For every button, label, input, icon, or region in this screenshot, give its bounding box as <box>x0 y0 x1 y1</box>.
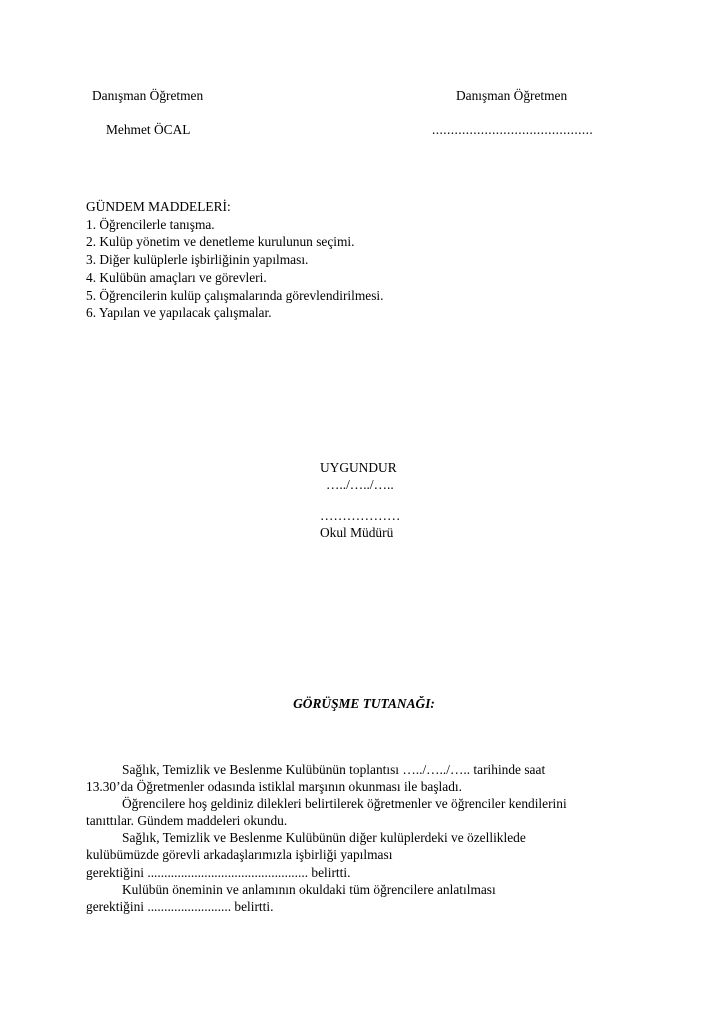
left-advisor-title: Danışman Öğretmen <box>92 88 204 103</box>
approval-date: …../…../….. <box>326 477 394 492</box>
minutes-line: gerektiğini ................................................ belirtti. <box>86 864 351 880</box>
minutes-line: Sağlık, Temizlik ve Beslenme Kulübünün diğer kulüplerdeki ve özelliklede <box>122 830 526 846</box>
right-advisor-name-placeholder: ........................................... <box>432 122 594 137</box>
principal-role: Okul Müdürü <box>320 525 394 540</box>
right-advisor-title: Danışman Öğretmen <box>456 88 568 103</box>
left-advisor-name: Mehmet ÖCAL <box>106 122 191 137</box>
minutes-body <box>86 761 646 915</box>
minutes-title: GÖRÜŞME TUTANAĞI: <box>293 696 435 711</box>
minutes-line: Kulübün öneminin ve anlamının okuldaki tüm öğrencilere anlatılması <box>122 881 496 897</box>
agenda-heading: GÜNDEM MADDELERİ: <box>86 199 231 214</box>
minutes-line: gerektiğini ......................... belirtti. <box>86 898 274 914</box>
agenda-item: 1. Öğrencilerle tanışma. <box>86 216 215 232</box>
principal-signature-line: ……………… <box>320 508 401 523</box>
minutes-line: 13.30’da Öğretmenler odasında istiklal marşının okunması ile başladı. <box>86 779 462 795</box>
agenda-item: 4. Kulübün amaçları ve görevleri. <box>86 269 267 285</box>
minutes-line: Sağlık, Temizlik ve Beslenme Kulübünün toplantısı …../…../….. tarihinde saat <box>122 762 546 777</box>
minutes-line: kulübümüzde görevli arkadaşlarımızla işbirliği yapılması <box>86 847 393 863</box>
agenda-item: 3. Diğer kulüplerle işbirliğinin yapılması. <box>86 252 309 268</box>
agenda-section <box>86 198 383 322</box>
agenda-item: 2. Kulüp yönetim ve denetleme kurulunun seçimi. <box>86 234 355 250</box>
agenda-item: 6. Yapılan ve yapılacak çalışmalar. <box>86 305 272 321</box>
minutes-line: tanıttılar. Gündem maddeleri okundu. <box>86 813 288 829</box>
approval-block <box>320 459 400 541</box>
agenda-item: 5. Öğrencilerin kulüp çalışmalarında görevlendirilmesi. <box>86 287 384 303</box>
approval-label: UYGUNDUR <box>320 460 397 475</box>
minutes-line: Öğrencilere hoş geldiniz dilekleri belirtilerek öğretmenler ve öğrenciler kendilerini <box>122 796 567 812</box>
